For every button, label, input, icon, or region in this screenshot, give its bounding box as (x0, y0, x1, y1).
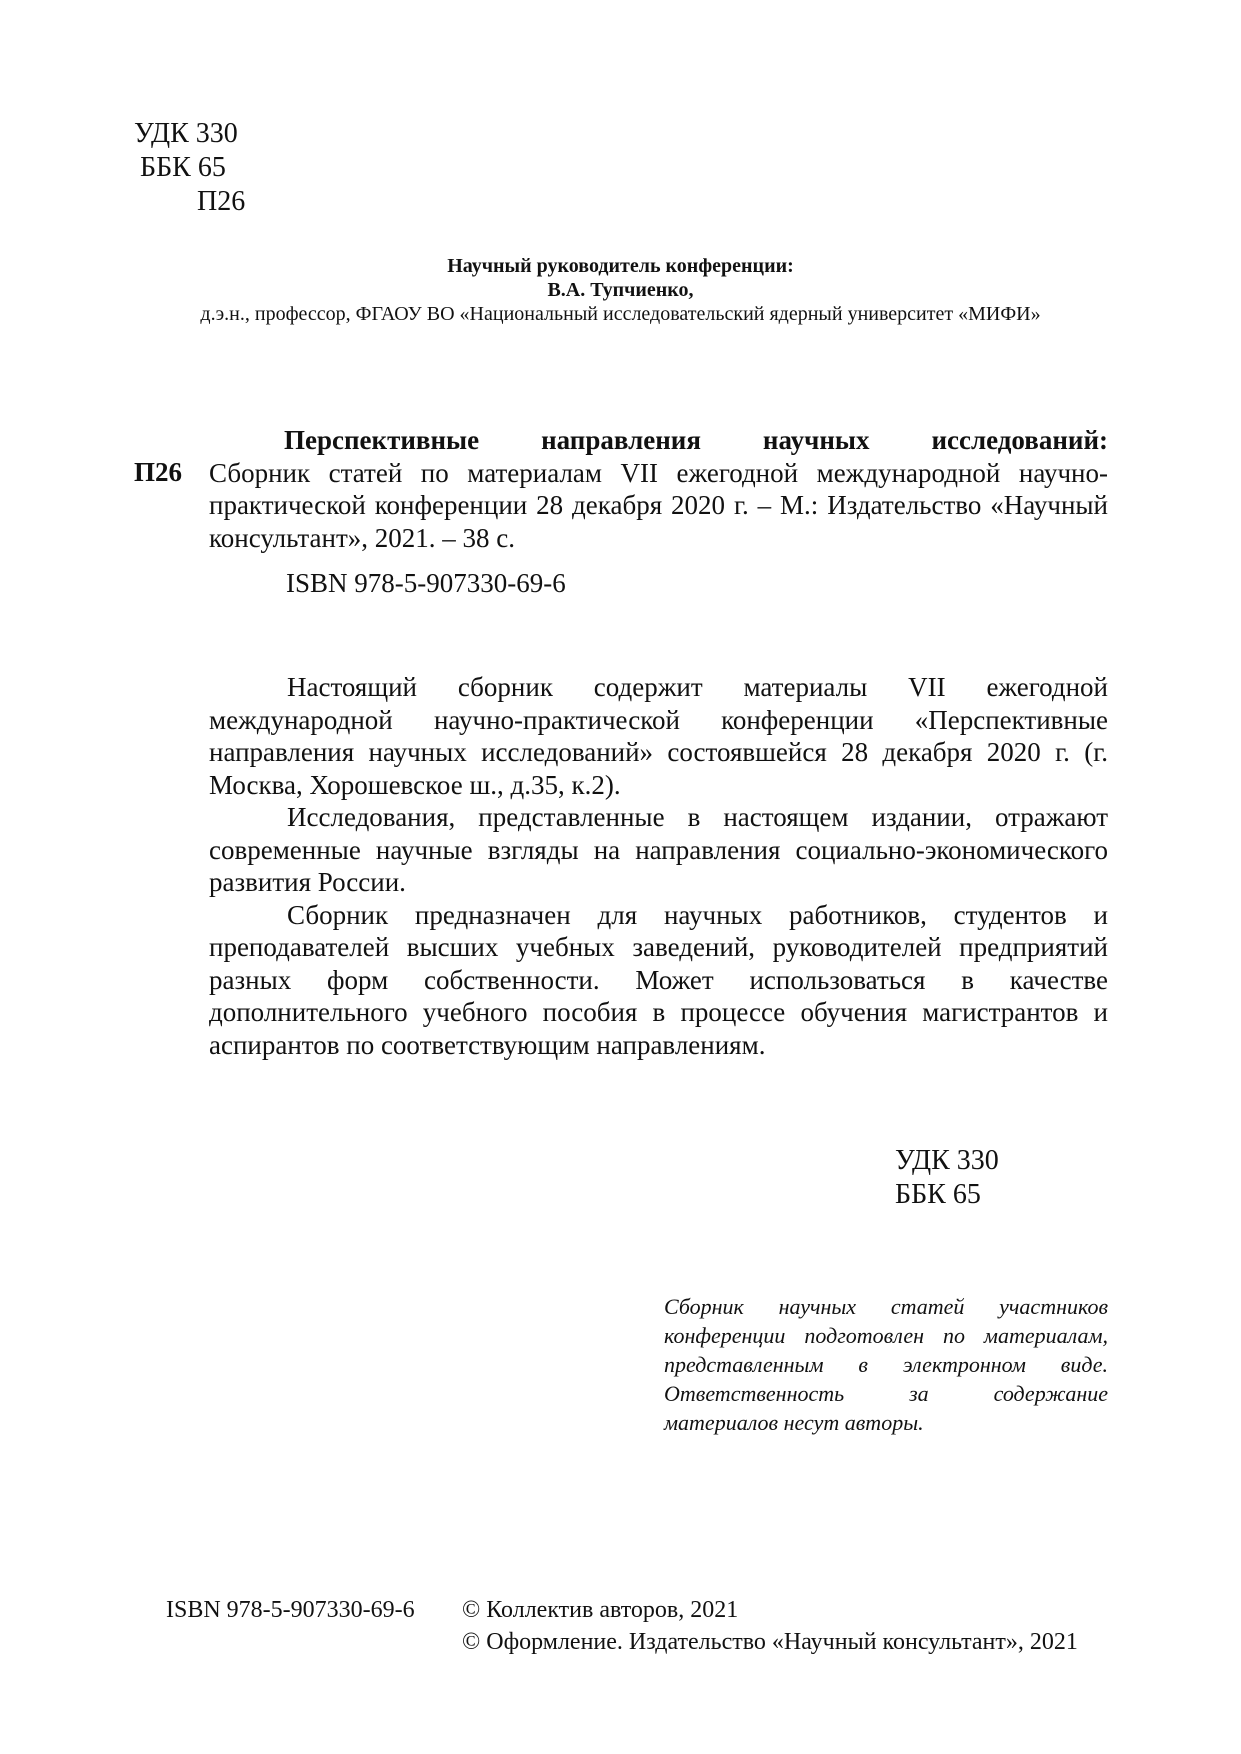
bibliography-description: Сборник статей по материалам VII ежегодной международной научно-практической конференции 28 декабря 2020 г. – М.: Издательство «Научный консультант», 2021. – 38 с. (209, 457, 1108, 553)
copyright-design: © Оформление. Издательство «Научный консультант», 2021 (462, 1629, 1078, 1655)
bibliography-title: Перспективные направления научных исследований: (284, 425, 1108, 455)
udk-code-top: УДК 330 (134, 118, 238, 149)
bbk-code-top: ББК 65 (140, 152, 226, 183)
supervisor-description: д.э.н., профессор, ФГАОУ ВО «Национальный исследовательский ядерный университет «МИФИ» (200, 303, 1041, 325)
bibliography-author-mark: П26 (134, 457, 183, 487)
bibliography-isbn: ISBN 978-5-907330-69-6 (286, 568, 566, 598)
annotation-paragraph: Настоящий сборник содержит материалы VII ежегодной международной научно-практической конференции «Перспективные направления научных исследований» состоявшейся 28 декабря 2020 г. (г. Москва, Хорошевское ш., д.35, к.2). (209, 672, 1108, 800)
footer-isbn: ISBN 978-5-907330-69-6 (166, 1597, 415, 1623)
supervisor-heading: Научный руководитель конференции: (447, 255, 794, 277)
bibliography-record (209, 424, 1108, 554)
bbk-code-bottom: ББК 65 (895, 1179, 981, 1210)
copyright-authors: © Коллектив авторов, 2021 (462, 1597, 739, 1623)
annotation (209, 671, 1108, 1061)
responsibility-note (664, 1292, 1108, 1437)
responsibility-note-text: Сборник научных статей участников конференции подготовлен по материалам, представленным в электронном виде. Ответственность за содержание материалов несут авторы. (664, 1294, 1108, 1435)
author-mark-top: П26 (197, 186, 246, 217)
supervisor-name: В.А. Тупчиенко, (547, 279, 694, 301)
udk-code-bottom: УДК 330 (895, 1145, 999, 1176)
annotation-paragraph: Исследования, представленные в настоящем издании, отражают современные научные взгляды на направления социально-экономического развития России. (209, 802, 1108, 897)
annotation-paragraph: Сборник предназначен для научных работников, студентов и преподавателей высших учебных заведений, руководителей предприятий разных форм собственности. Может использоваться в качестве дополнительного учебного пособия в процессе обучения магистрантов и аспирантов по соответствующим направлениям. (209, 899, 1108, 1060)
